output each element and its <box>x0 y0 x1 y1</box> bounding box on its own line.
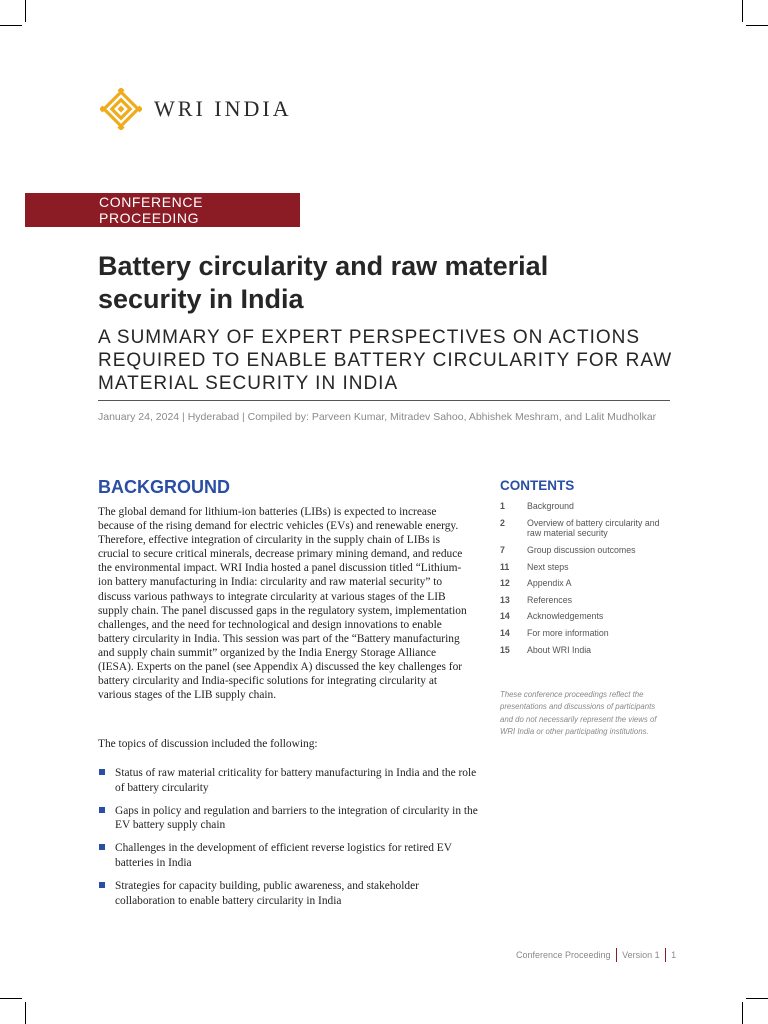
bullet-text: Challenges in the development of efficient reverse logistics for retired EV batteries in India <box>115 842 452 869</box>
toc-item-acknowledgements[interactable] <box>500 611 675 622</box>
bullet-square-icon <box>99 844 105 850</box>
crop-mark-bottom-right <box>742 1002 743 1024</box>
bullet-text: Strategies for capacity building, public awareness, and stakeholder collaboration to enable battery circularity in India <box>115 879 419 907</box>
toc-label: Overview of battery circularity and raw material security <box>527 517 660 539</box>
toc-label: Acknowledgements <box>527 611 604 622</box>
footer-page-number: 1 <box>671 950 677 960</box>
toc-item-appendix-a[interactable] <box>500 578 675 589</box>
toc-page-number: 15 <box>500 644 510 655</box>
topics-intro: The topics of discussion included the following: <box>98 738 318 750</box>
wri-india-logo <box>100 88 292 130</box>
toc-page-number: 11 <box>500 561 510 572</box>
document-subtitle: A SUMMARY OF EXPERT PERSPECTIVES ON ACTIONS REQUIRED TO ENABLE BATTERY CIRCULARITY FOR RAW MATERIAL SECURITY IN INDIA <box>98 327 673 394</box>
disclaimer: These conference proceedings reflect the presentations and discussions of participants and do not necessarily represent the views of WRI India or other participating institutions. <box>500 690 657 736</box>
footer-version: Version 1 <box>622 950 660 960</box>
toc-label: Appendix A <box>527 578 572 589</box>
footer-separator <box>665 948 667 962</box>
table-of-contents <box>500 501 675 661</box>
toc-page-number: 14 <box>500 611 510 622</box>
page-footer <box>516 948 676 962</box>
toc-item-more-information[interactable] <box>500 628 675 639</box>
toc-label: References <box>527 594 572 605</box>
bullet-square-icon <box>99 882 105 888</box>
document-title: Battery circularity and raw material security in India <box>98 251 549 314</box>
crop-mark-top-left <box>25 0 26 22</box>
toc-label: For more information <box>527 627 609 638</box>
conference-proceeding-banner <box>25 193 300 227</box>
toc-label: Next steps <box>527 561 569 572</box>
bullet-text: Status of raw material criticality for battery manufacturing in India and the role of battery circularity <box>115 767 477 794</box>
banner-label: CONFERENCE PROCEEDING <box>99 194 204 226</box>
logo-text: WRI INDIA <box>154 96 292 121</box>
footer-separator <box>616 948 618 962</box>
toc-item-overview[interactable] <box>500 518 675 540</box>
toc-page-number: 2 <box>500 517 505 528</box>
toc-item-references[interactable] <box>500 595 675 606</box>
toc-page-number: 14 <box>500 627 510 638</box>
list-item <box>98 841 478 871</box>
topics-list <box>98 766 478 916</box>
crop-mark-top-right <box>742 0 743 22</box>
bullet-text: Gaps in policy and regulation and barriers to the integration of circularity in the EV battery supply chain <box>115 804 478 832</box>
toc-page-number: 7 <box>500 544 505 555</box>
title-divider <box>98 400 670 401</box>
bullet-square-icon <box>99 769 105 775</box>
footer-label: Conference Proceeding <box>516 950 611 960</box>
background-paragraph: The global demand for lithium-ion batteries (LIBs) is expected to increase because of the rising demand for electric vehicles (EVs) and renewable energy. Therefore, effective integration of circularity in the supply chain of LIBs is crucial to secure critical minerals, decrease primary mining demand, and reduce the environmental impact. WRI India hosted a panel discussion titled “Lithium-ion battery manufacturing in India: circularity and raw material security” to discuss various pathways to integrate circularity at various stages of the LIB supply chain. The panel discussed gaps in the regulatory system, implementation challenges, and the need for technological and design innovations to enable battery circularity in India. This session was part of the “Battery manufacturing and supply chain summit” organized by the India Energy Storage Alliance (IESA). Experts on the panel (see Appendix A) discussed the key challenges for battery circularity and India-specific solutions for integrating circularity at various stages of the LIB supply chain. <box>98 506 467 702</box>
toc-item-group-discussion[interactable] <box>500 545 675 556</box>
crop-mark-bottom-left <box>25 1002 26 1024</box>
toc-label: Group discussion outcomes <box>527 544 636 555</box>
bullet-square-icon <box>99 807 105 813</box>
crop-mark-bottom-right-h <box>746 998 768 999</box>
list-item <box>98 804 478 834</box>
crop-mark-bottom-left-h <box>0 998 22 999</box>
list-item <box>98 879 478 909</box>
toc-page-number: 12 <box>500 578 510 589</box>
toc-page-number: 13 <box>500 594 510 605</box>
background-heading: BACKGROUND <box>98 477 230 497</box>
byline: January 24, 2024 | Hyderabad | Compiled by: Parveen Kumar, Mitradev Sahoo, Abhishek Meshram, and Lalit Mudholkar <box>98 411 657 423</box>
toc-item-background[interactable] <box>500 501 675 512</box>
contents-heading: CONTENTS <box>500 478 575 493</box>
list-item <box>98 766 478 796</box>
toc-item-about-wri-india[interactable] <box>500 645 675 656</box>
toc-label: Background <box>527 501 574 511</box>
toc-label: About WRI India <box>527 644 592 655</box>
crop-mark-top-left-h <box>0 25 22 26</box>
toc-item-next-steps[interactable] <box>500 562 675 573</box>
toc-page-number: 1 <box>500 501 505 511</box>
wri-logo-mark-icon <box>100 88 142 130</box>
crop-mark-top-right-h <box>746 25 768 26</box>
